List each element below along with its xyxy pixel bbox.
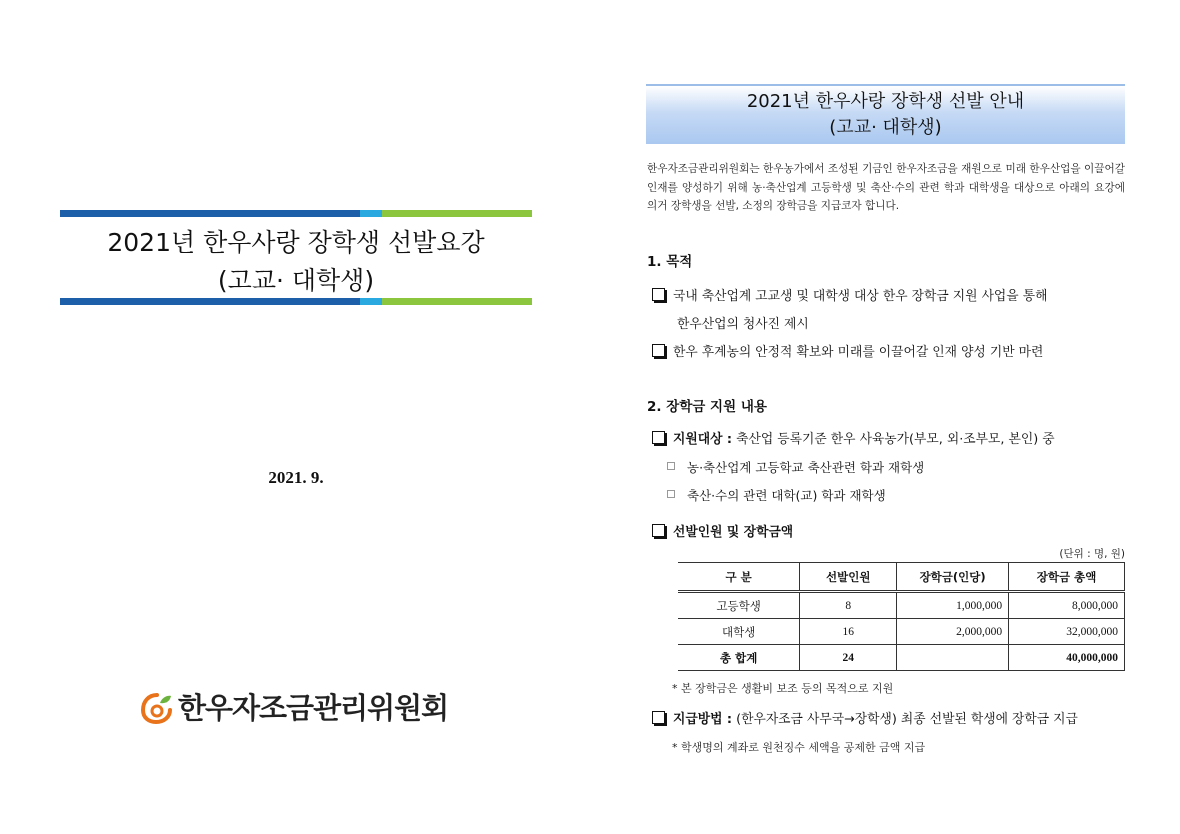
cover-date: 2021. 9. [268, 468, 324, 487]
selection-heading [652, 523, 1126, 543]
table-header-row [678, 563, 1125, 592]
support-target-label: 지원대상 : [673, 432, 733, 447]
table-cell: 대학생 [678, 619, 800, 645]
support-target [652, 430, 1126, 450]
checkbox-square-icon [652, 288, 665, 301]
cover-title-line1: 2021년 한우사랑 장학생 선발요강 [107, 228, 485, 257]
table-total-row [678, 645, 1125, 671]
checkbox-square-icon [652, 344, 665, 357]
payment-text: (한우자조금 사무국→장학생) 최종 선발된 학생에 장학금 지급 [736, 712, 1078, 727]
table-cell: 2,000,000 [897, 619, 1009, 645]
purpose-item-2 [652, 343, 1126, 363]
target-sub-2-text: 축산·수의 관련 대학(교) 학과 재학생 [687, 488, 886, 503]
cover-bar-blue [60, 298, 360, 305]
checkbox-square-icon [652, 711, 665, 724]
support-target-text: 축산업 등록기준 한우 사육농가(부모, 외·조부모, 본인) 중 [736, 432, 1055, 447]
purpose-item-1 [652, 287, 1126, 307]
notice-title-line1: 2021년 한우사랑 장학생 선발 안내 [746, 91, 1025, 112]
table-row [678, 592, 1125, 619]
table-cell [897, 645, 1009, 671]
table-cell: 24 [800, 645, 897, 671]
target-sub-1-text: 농·축산업계 고등학교 축산관련 학과 재학생 [687, 460, 925, 475]
checkbox-square-icon [652, 524, 665, 537]
checkbox-square-icon [652, 431, 665, 444]
selection-label: 선발인원 및 장학금액 [673, 525, 794, 540]
table-cell: 32,000,000 [1009, 619, 1125, 645]
table-cell: 8,000,000 [1009, 592, 1125, 619]
cover-bar-cyan [360, 210, 382, 217]
scholarship-table [678, 562, 1125, 671]
purpose-item-2-text: 한우 후계농의 안정적 확보와 미래를 이끌어갈 인재 양성 기반 마련 [673, 345, 1044, 360]
table-cell: 1,000,000 [897, 592, 1009, 619]
notice-title-box [646, 84, 1125, 144]
organization-logo [140, 688, 448, 728]
cover-bar-green [382, 210, 532, 217]
small-square-icon [667, 490, 675, 498]
table-header-cell: 구 분 [678, 563, 800, 592]
cover-top-bar [60, 210, 532, 217]
table-cell: 16 [800, 619, 897, 645]
table-header-cell: 선발인원 [800, 563, 897, 592]
payment-note: * 학생명의 계좌로 원천징수 세액을 공제한 금액 지급 [672, 741, 926, 754]
cover-title-line2: (고교· 대학생) [217, 266, 375, 295]
intro-paragraph: 한우자조금관리위원회는 한우농가에서 조성된 기금인 한우자조금을 재원으로 미래 한우산업을 이끌어갈 인재를 양성하기 위해 농·축산업계 고등학생 및 축산·수의 관련 학과 대학생을 대상으로 아래의 요강에 의거 장학생을 선발, 소정의 장학금을 지급코자 합니다. [647, 163, 1125, 212]
table-header-cell: 장학금(인당) [897, 563, 1009, 592]
target-sub-1 [667, 458, 924, 478]
logo-text: 한우자조금관리위원회 [178, 691, 449, 725]
section1-heading: 1. 목적 [647, 254, 693, 270]
small-square-icon [667, 462, 675, 470]
target-sub-2 [667, 486, 886, 506]
table-cell: 8 [800, 592, 897, 619]
table-header-cell: 장학금 총액 [1009, 563, 1125, 592]
purpose-item-1-text: 국내 축산업계 고교생 및 대학생 대상 한우 장학금 지원 사업을 통해 [673, 289, 1048, 304]
payment-method [652, 710, 1126, 730]
hanwoo-logo-icon [140, 691, 174, 725]
cover-bar-cyan [360, 298, 382, 305]
cover-bar-blue [60, 210, 360, 217]
cover-bar-green [382, 298, 532, 305]
table-cell: 총 합계 [678, 645, 800, 671]
table-cell: 40,000,000 [1009, 645, 1125, 671]
payment-label: 지급방법 : [673, 712, 733, 727]
table-row [678, 619, 1125, 645]
notice-title-line2: (고교· 대학생) [829, 117, 942, 138]
cover-bottom-bar [60, 298, 532, 305]
table-note: * 본 장학금은 생활비 보조 등의 목적으로 지원 [672, 682, 894, 695]
section2-heading: 2. 장학금 지원 내용 [647, 399, 767, 415]
table-cell: 고등학생 [678, 592, 800, 619]
cover-title [60, 224, 532, 300]
purpose-item-1-cont: 한우산업의 청사진 제시 [677, 317, 809, 332]
unit-label: (단위 : 명, 원) [1059, 548, 1125, 560]
